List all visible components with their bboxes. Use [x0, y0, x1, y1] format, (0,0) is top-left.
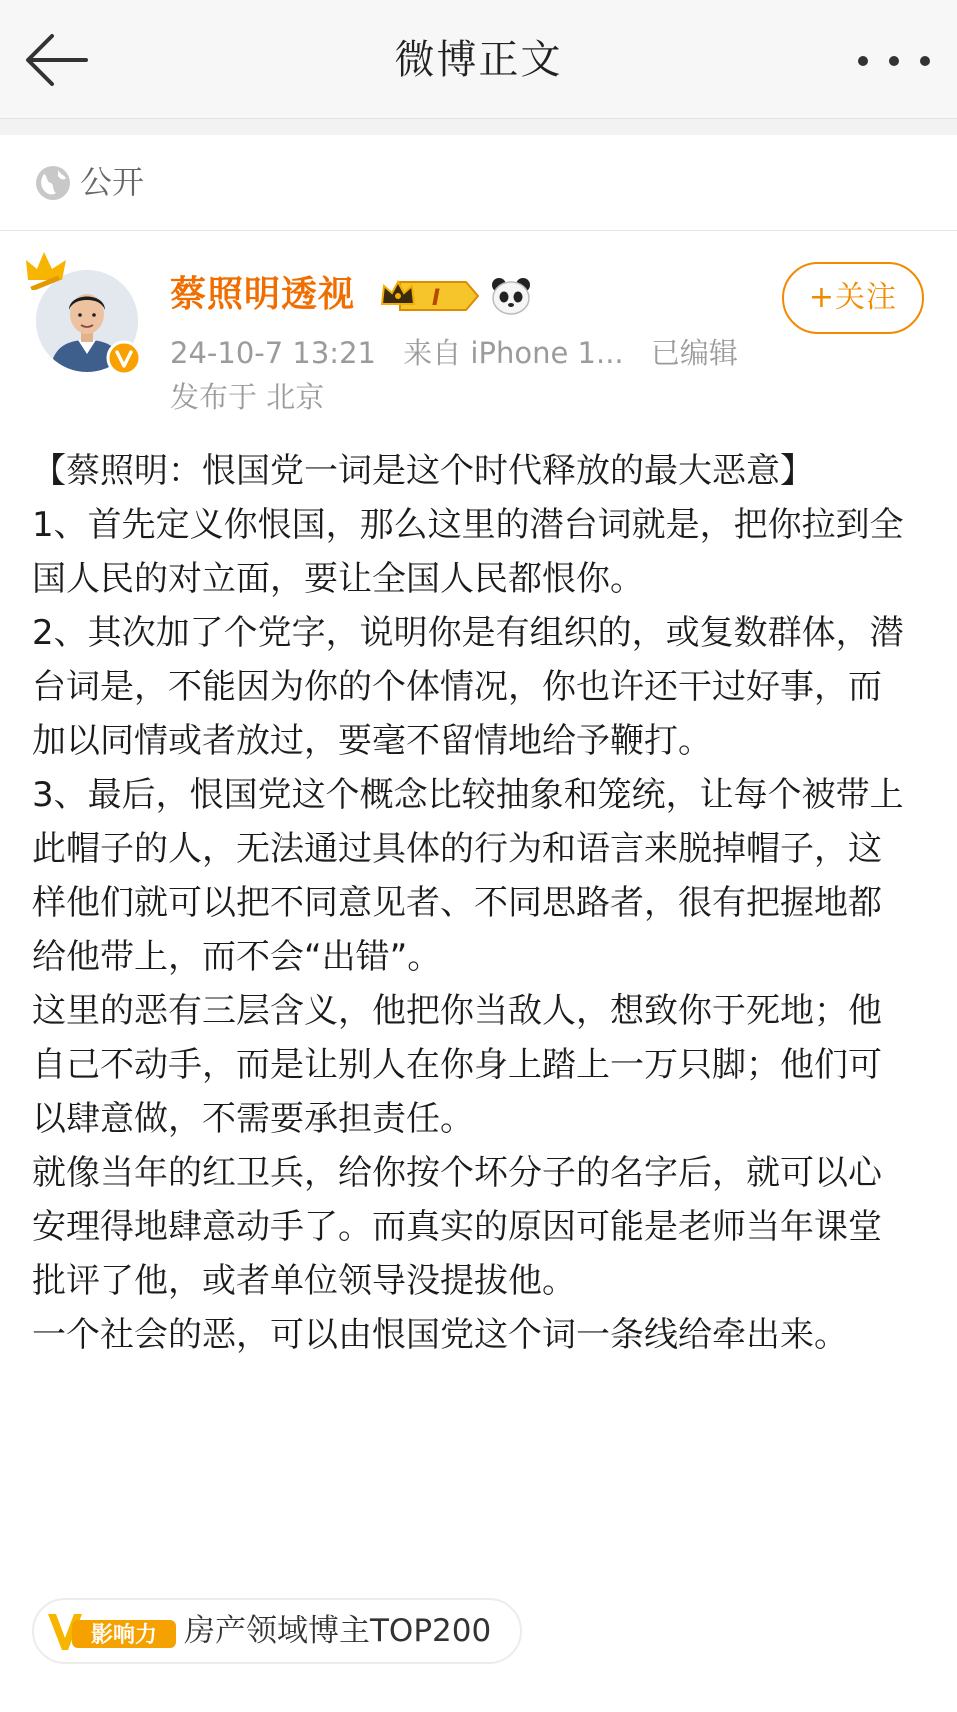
- follow-button[interactable]: +关注: [782, 262, 924, 334]
- visibility-row: [0, 136, 957, 231]
- visibility-label: 公开: [80, 163, 145, 201]
- verified-badge-icon: [106, 340, 142, 376]
- post-body: [32, 444, 912, 1362]
- page-title: 微博正文: [394, 37, 563, 83]
- influence-label: 房产领域博主TOP200: [184, 1613, 492, 1649]
- member-level-text: I: [431, 286, 441, 311]
- post-paragraph: 一个社会的恶，可以由恨国党这个词一条线给牵出来。: [32, 1315, 848, 1355]
- section-divider: [0, 119, 957, 135]
- post-paragraph: 这里的恶有三层含义，他把你当敌人，想致你于死地；他自己不动手，而是让别人在你身上踏上一万只脚；他们可以肆意做，不需要承担责任。: [32, 991, 882, 1139]
- post-paragraph: 2、其次加了个党字，说明你是有组织的，或复数群体，潜台词是，不能因为你的个体情况，你也许还干过好事，而加以同情或者放过，要毫不留情地给予鞭打。: [32, 613, 904, 761]
- top-nav-bar: [0, 0, 957, 119]
- member-level-badge-icon: [380, 278, 482, 314]
- author-name[interactable]: 蔡照明透视: [170, 274, 356, 315]
- post-paragraph: 【蔡照明：恨国党一词是这个时代释放的最大恶意】: [32, 451, 814, 491]
- globe-icon: [34, 164, 72, 202]
- post-source[interactable]: 来自 iPhone 1...: [403, 336, 624, 370]
- influence-badge-icon: [46, 1612, 206, 1652]
- more-horizontal-icon: [851, 38, 937, 84]
- crown-icon: [24, 250, 68, 290]
- panda-icon: [490, 276, 532, 316]
- post-datetime: 24-10-7 13:21: [170, 336, 376, 370]
- post-meta: [170, 334, 756, 372]
- more-button[interactable]: [851, 38, 937, 84]
- post-paragraph: 1、首先定义你恨国，那么这里的潜台词就是，把你拉到全国人民的对立面，要让全国人民都恨你。: [32, 505, 904, 599]
- influence-tag[interactable]: [32, 1598, 522, 1664]
- post-paragraph: 3、最后，恨国党这个概念比较抽象和笼统，让每个被带上此帽子的人，无法通过具体的行为和语言来脱掉帽子，这样他们就可以把不同意见者、不同思路者，很有把握地都给他带上，而不会“出错”。: [32, 775, 904, 977]
- influence-logo-text: 影响力: [90, 1623, 158, 1648]
- post-paragraph: 就像当年的红卫兵，给你按个坏分子的名字后，就可以心安理得地肆意动手了。而真实的原因可能是老师当年课堂批评了他，或者单位领导没提拔他。: [32, 1153, 882, 1301]
- author-avatar-area[interactable]: [24, 250, 148, 380]
- post-location: 发布于 北京: [170, 380, 325, 414]
- edited-label[interactable]: 已编辑: [650, 336, 738, 370]
